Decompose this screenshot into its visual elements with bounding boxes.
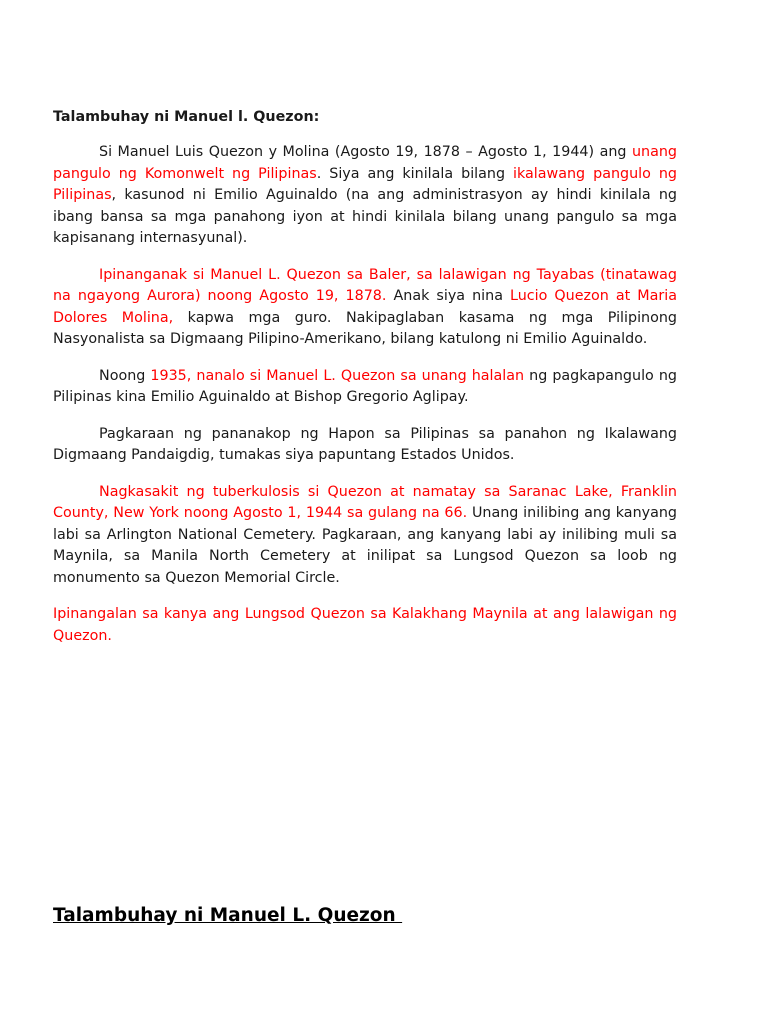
text-span: , kasunod ni Emilio Aguinaldo (na ang administrasyon ay hindi kinilala ng ibang bansa sa mga panahong iyon at hindi kinilala bilang unang pangulo sa mga kapisanang internasyunal). (53, 187, 677, 246)
highlight-span: Lucio Quezon at Maria Dolores Molina, (53, 288, 677, 326)
highlight-span: ikalawang pangulo ng Pilipinas (53, 165, 677, 203)
paragraph-6 (53, 604, 677, 647)
text-span: kapwa mga guro. Nakipaglaban kasama ng mga Pilipinong Nasyonalista sa Digmaang Pilipino-Amerikano, bilang katulong ni Emilio Aguinaldo. (53, 309, 677, 347)
highlight-span: unang pangulo ng Komonwelt ng Pilipinas (53, 144, 677, 182)
highlight-span: Nagkasakit ng tuberkulosis si Quezon at namatay sa Saranac Lake, Franklin County, New York noong Agosto 1, 1944 sa gulang na 66. (53, 483, 677, 521)
document-heading: Talambuhay ni Manuel l. Quezon: (53, 109, 320, 125)
paragraph-1 (53, 142, 677, 250)
highlight-span: 1935, nanalo si Manuel L. Quezon sa unang halalan (150, 367, 525, 384)
highlight-span: Ipinanganak si Manuel L. Quezon sa Baler, sa lalawigan ng Tayabas (tinatawag na ngayong Aurora) noong Agosto 19, 1878. (53, 266, 677, 304)
text-span: Anak siya nina (386, 288, 511, 304)
paragraph-2 (53, 265, 677, 351)
bottom-title: Talambuhay ni Manuel L. Quezon (53, 905, 403, 926)
text-span: Unang inilibing ang kanyang labi sa Arlington National Cemetery. Pagkaraan, ang kanyang labi ay inilibing muli sa Maynila, sa Manila North Cemetery at inilipat sa Lungsod Quezon sa loob ng monumento sa Quezon Memorial Circle. (53, 505, 677, 586)
text-span: Noong (99, 367, 151, 384)
paragraph-3 (53, 366, 677, 409)
paragraph-5 (53, 482, 677, 590)
text-span: ng pagkapangulo ng Pilipinas kina Emilio Aguinaldo at Bishop Gregorio Aglipay. (53, 367, 677, 405)
highlight-span: Ipinangalan sa kanya ang Lungsod Quezon sa Kalakhang Maynila at ang lalawigan ng Quezon. (53, 606, 677, 644)
text-span: . Siya ang kinilala bilang (316, 165, 514, 182)
text-span: Pagkaraan ng pananakop ng Hapon sa Pilipinas sa panahon ng Ikalawang Digmaang Pandaigdig, tumakas siya papuntang Estados Unidos. (53, 425, 677, 463)
text-span: Si Manuel Luis Quezon y Molina (Agosto 19, 1878 – Agosto 1, 1944) ang (99, 144, 632, 160)
document-page (53, 107, 677, 662)
paragraph-4 (53, 424, 677, 467)
